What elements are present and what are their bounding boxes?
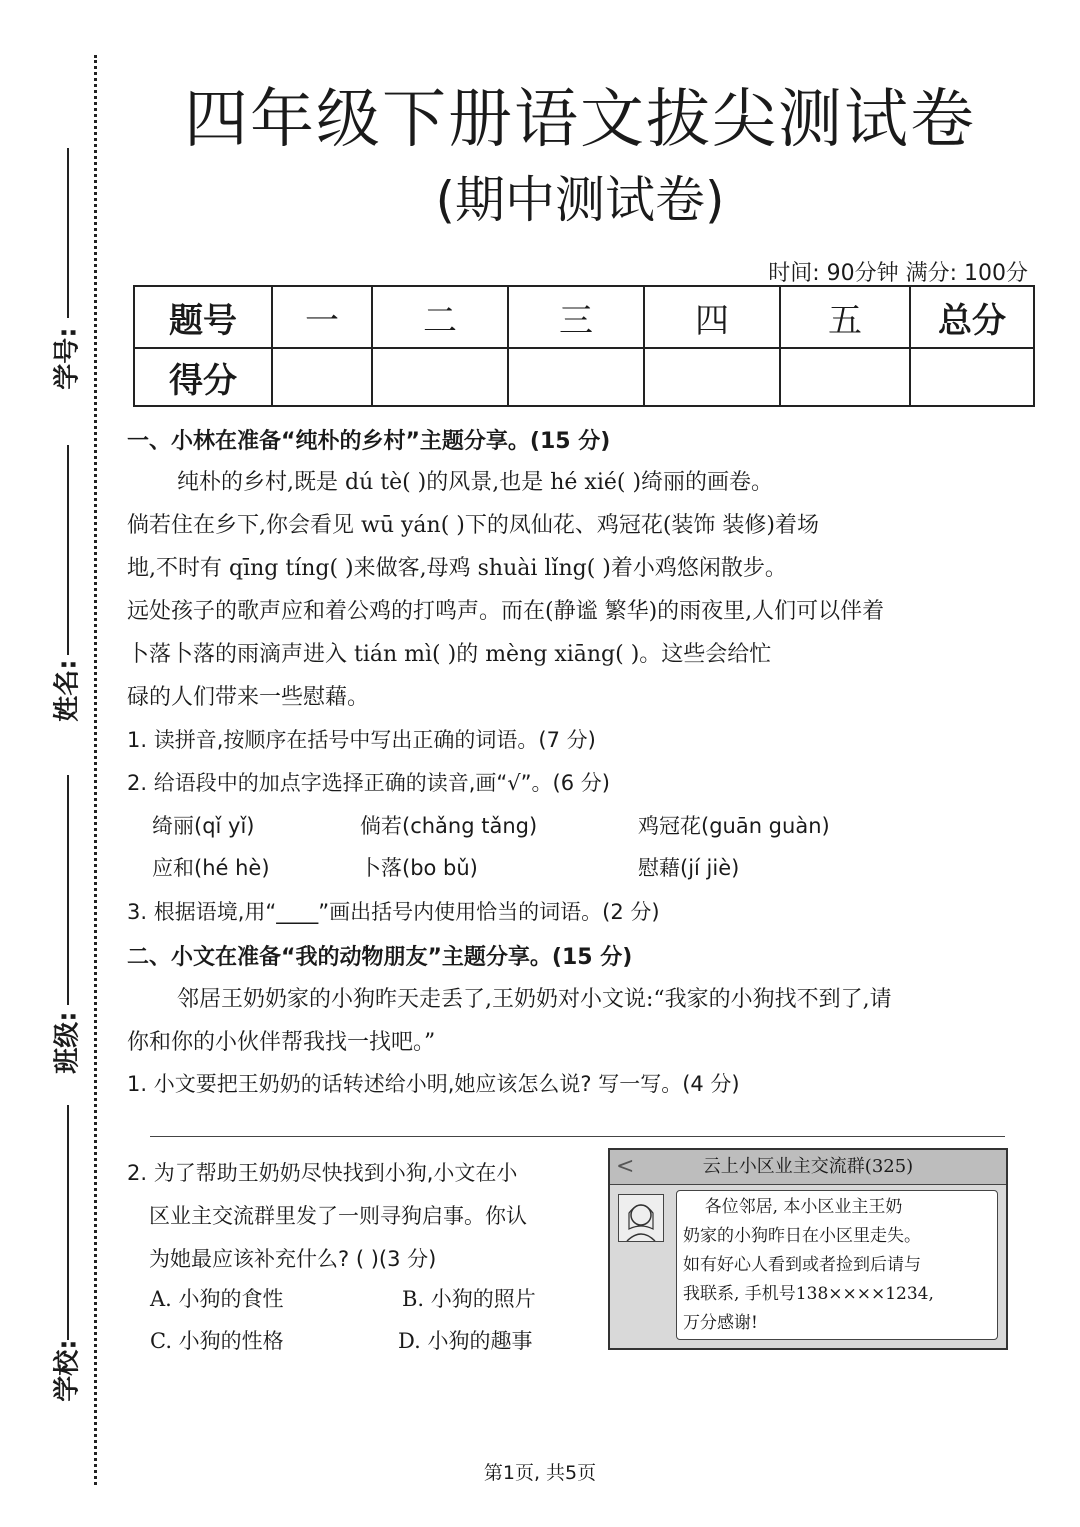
pinyin-choice[interactable]: 绮丽(qǐ yǐ) (152, 814, 255, 838)
question-line: 为她最应该补充什么? ( )(3 分) (149, 1247, 437, 1271)
question-line: 区业主交流群里发了一则寻狗启事。你认 (149, 1204, 527, 1228)
section1-heading: 一、小林在准备“纯朴的乡村”主题分享。(15 分) (127, 429, 611, 454)
score-input-cell[interactable] (644, 348, 780, 406)
chat-message-line: 如有好心人看到或者捡到后请与 (683, 1255, 921, 1275)
section1-para-line: 卜落卜落的雨滴声进入 tián mì( )的 mèng xiāng( )。这些会给忙 (127, 642, 772, 667)
chat-message-line: 各位邻居, 本小区业主王奶 (683, 1197, 903, 1217)
page-title: 四年级下册语文拔尖测试卷 (184, 83, 976, 157)
section1-para-line: 倘若住在乡下,你会看见 wū yán( )下的凤仙花、鸡冠花(装饰 装修)着场 (127, 513, 820, 538)
score-header-cell: 五 (780, 286, 910, 348)
pinyin-choice[interactable]: 应和(hé hè) (152, 856, 270, 880)
section1-question-2: 2. 给语段中的加点字选择正确的读音,画“√”。(6 分) (127, 771, 610, 795)
chat-message (676, 1190, 998, 1340)
avatar (618, 1194, 664, 1242)
section2-para-line: 你和你的小伙伴帮我找一找吧。” (127, 1030, 436, 1055)
pinyin-choice[interactable]: 倘若(chǎng tǎng) (360, 814, 538, 838)
score-input-cell[interactable] (910, 348, 1034, 406)
option-a[interactable]: A. 小狗的食性 (150, 1287, 284, 1311)
score-row-label: 得分 (134, 348, 272, 406)
pinyin-choice[interactable]: 卜落(bo bǔ) (360, 856, 478, 880)
school-label: 学校: (52, 1339, 83, 1402)
option-d[interactable]: D. 小狗的趣事 (398, 1329, 533, 1353)
score-header-cell: 三 (508, 286, 644, 348)
section1-question-1: 1. 读拼音,按顺序在括号中写出正确的词语。(7 分) (127, 728, 596, 752)
name-line (67, 445, 69, 655)
section2-para-line: 邻居王奶奶家的小狗昨天走丢了,王奶奶对小文说:“我家的小狗找不到了,请 (177, 987, 892, 1012)
score-header-cell: 四 (644, 286, 780, 348)
option-b[interactable]: B. 小狗的照片 (402, 1287, 536, 1311)
section2-question-2 (127, 1152, 527, 1281)
section2-question-1: 1. 小文要把王奶奶的话转述给小明,她应该怎么说? 写一写。(4 分) (127, 1072, 740, 1096)
section2-heading: 二、小文在准备“我的动物朋友”主题分享。(15 分) (127, 945, 633, 970)
score-header-cell: 题号 (134, 286, 272, 348)
class-line (67, 775, 69, 1005)
chat-message-line: 万分感谢! (683, 1313, 758, 1333)
score-header-cell: 二 (372, 286, 508, 348)
time-score-info: 时间: 90分钟 满分: 100分 (768, 261, 1028, 286)
chat-message-line: 我联系, 手机号138××××1234, (683, 1284, 934, 1304)
page-number: 第1页, 共5页 (483, 1462, 597, 1484)
name-label: 姓名: (52, 659, 83, 722)
option-c[interactable]: C. 小狗的性格 (150, 1329, 284, 1353)
student-id-label: 学号: (52, 327, 83, 390)
back-arrow-icon: < (616, 1154, 635, 1179)
chat-header (610, 1150, 1006, 1185)
pinyin-choice[interactable]: 鸡冠花(guān guàn) (638, 814, 830, 838)
section1-question-3: 3. 根据语境,用“____”画出括号内使用恰当的词语。(2 分) (127, 900, 660, 924)
score-table (133, 285, 1035, 407)
section1-para-line: 碌的人们带来一些慰藉。 (127, 685, 370, 710)
section1-para-line: 纯朴的乡村,既是 dú tè( )的风景,也是 hé xié( )绮丽的画卷。 (177, 470, 774, 495)
pinyin-choice[interactable]: 慰藉(jí jiè) (638, 856, 740, 880)
group-chat-screenshot (608, 1148, 1008, 1350)
score-input-cell[interactable] (272, 348, 372, 406)
class-label: 班级: (52, 1011, 83, 1074)
school-line (67, 1105, 69, 1340)
binding-dotted-line (94, 55, 97, 1485)
section1-para-line: 远处孩子的歌声应和着公鸡的打鸣声。而在(静谧 繁华)的雨夜里,人们可以伴着 (127, 599, 885, 624)
section1-para-line: 地,不时有 qīng tíng( )来做客,母鸡 shuài lǐng( )着小鸡悠闲散步。 (127, 556, 787, 581)
score-input-cell[interactable] (372, 348, 508, 406)
chat-message-line: 奶家的小狗昨日在小区里走失。 (683, 1226, 921, 1246)
page-subtitle: (期中测试卷) (435, 171, 725, 229)
score-input-cell[interactable] (508, 348, 644, 406)
score-header-cell: 总分 (910, 286, 1034, 348)
question-line: 2. 为了帮助王奶奶尽快找到小狗,小文在小 (127, 1161, 518, 1185)
chat-title: 云上小区业主交流群(325) (702, 1156, 914, 1177)
score-header-cell: 一 (272, 286, 372, 348)
answer-line[interactable] (150, 1136, 1005, 1137)
score-input-cell[interactable] (780, 348, 910, 406)
